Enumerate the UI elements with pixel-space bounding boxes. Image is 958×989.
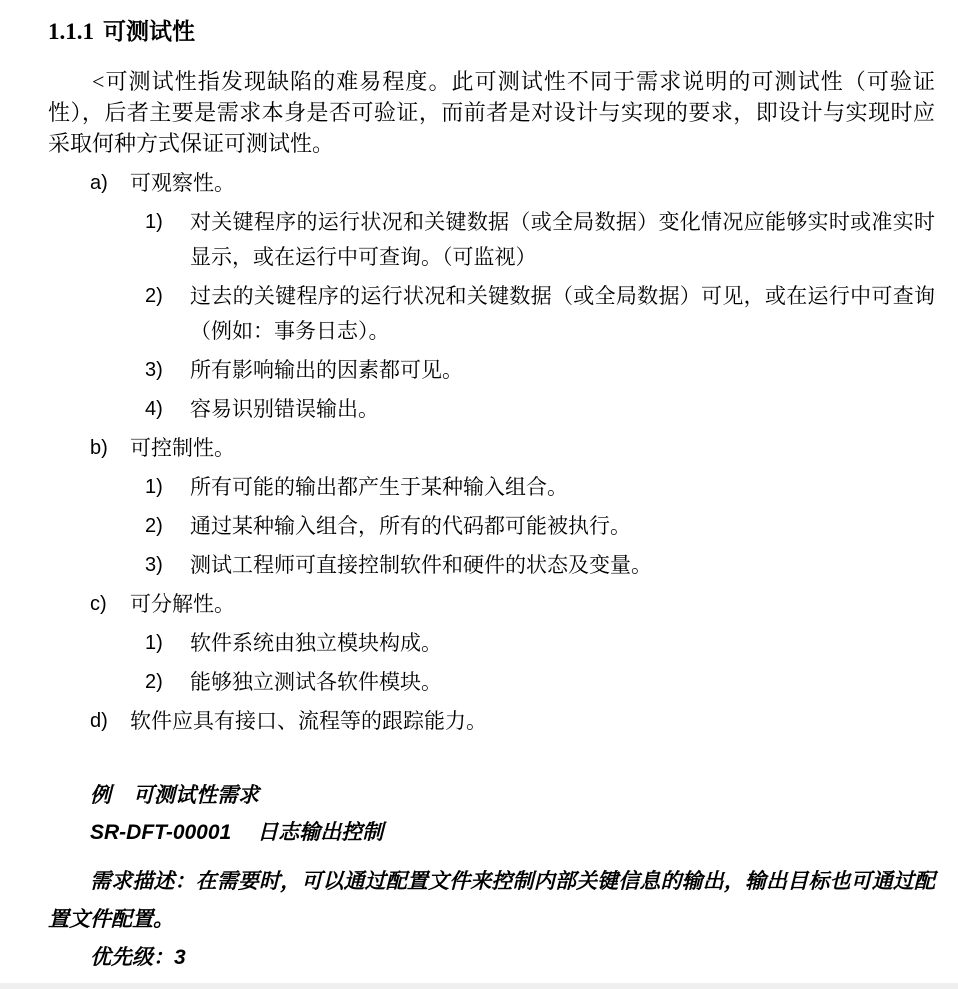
outline-subitem-a2 xyxy=(48,279,935,349)
example-title-line xyxy=(48,777,935,814)
outline-marker: 3) xyxy=(145,359,163,381)
section-number: 1.1.1 xyxy=(48,19,94,44)
priority-value: 3 xyxy=(174,946,186,969)
outline-marker: 4) xyxy=(145,398,163,420)
requirement-description xyxy=(48,863,935,939)
outline-subitem-a1 xyxy=(48,205,935,275)
outline-subitem-b1 xyxy=(48,470,935,505)
outline-list xyxy=(48,166,935,739)
outline-marker: 1) xyxy=(145,632,163,654)
outline-subitem-a3 xyxy=(48,353,935,388)
priority-line xyxy=(48,939,935,976)
section-heading xyxy=(48,16,935,48)
example-block xyxy=(48,777,935,976)
outline-subitem-c2 xyxy=(48,665,935,700)
intro-paragraph: <可测试性指发现缺陷的难易程度。此可测试性不同于需求说明的可测试性（可验证性），后者主要是需求本身是否可验证，而前者是对设计与实现的要求，即设计与实现时应采取何种方式保证可测试性。 xyxy=(48,69,935,156)
outline-item-c xyxy=(48,587,935,622)
outline-marker: 3) xyxy=(145,554,163,576)
outline-marker: a) xyxy=(90,172,108,194)
outline-marker: d) xyxy=(90,710,108,732)
section-title: 可测试性 xyxy=(103,19,195,44)
outline-text: 可观察性。 xyxy=(130,171,235,195)
outline-marker: 2) xyxy=(145,671,163,693)
page-bottom-edge xyxy=(0,983,958,989)
outline-text: 可控制性。 xyxy=(130,436,235,460)
outline-marker: 2) xyxy=(145,515,163,537)
outline-text: 软件系统由独立模块构成。 xyxy=(190,631,442,655)
requirement-id: SR-DFT-00001 xyxy=(90,821,232,844)
outline-item-a xyxy=(48,166,935,201)
outline-marker: c) xyxy=(90,593,107,615)
outline-subitem-b2 xyxy=(48,509,935,544)
outline-text: 所有可能的输出都产生于某种输入组合。 xyxy=(190,475,568,499)
outline-text: 可分解性。 xyxy=(130,592,235,616)
outline-text: 软件应具有接口、流程等的跟踪能力。 xyxy=(130,709,487,733)
outline-text: 能够独立测试各软件模块。 xyxy=(190,670,442,694)
description-label: 需求描述： xyxy=(90,870,196,893)
outline-marker: 2) xyxy=(145,285,163,307)
outline-text: 测试工程师可直接控制软件和硬件的状态及变量。 xyxy=(190,553,652,577)
outline-marker: 1) xyxy=(145,211,163,233)
outline-item-d xyxy=(48,704,935,739)
outline-subitem-c1 xyxy=(48,626,935,661)
outline-text: 所有影响输出的因素都可见。 xyxy=(190,358,463,382)
example-label: 例 xyxy=(90,784,111,807)
outline-subitem-b3 xyxy=(48,548,935,583)
outline-text: 容易识别错误输出。 xyxy=(190,397,379,421)
outline-item-b xyxy=(48,431,935,466)
outline-subitem-a4 xyxy=(48,392,935,427)
priority-label: 优先级： xyxy=(90,946,174,969)
outline-marker: 1) xyxy=(145,476,163,498)
outline-text: 过去的关键程序的运行状况和关键数据（或全局数据）可见，或在运行中可查询（例如：事务日志）。 xyxy=(190,284,935,343)
outline-text: 通过某种输入组合，所有的代码都可能被执行。 xyxy=(190,514,631,538)
outline-text: 对关键程序的运行状况和关键数据（或全局数据）变化情况应能够实时或准实时显示，或在运行中可查询。（可监视） xyxy=(190,210,935,269)
example-title: 可测试性需求 xyxy=(133,784,259,807)
example-requirement-line xyxy=(48,814,935,851)
outline-marker: b) xyxy=(90,437,108,459)
requirement-title: 日志输出控制 xyxy=(257,821,384,844)
description-text: 在需要时，可以通过配置文件来控制内部关键信息的输出，输出目标也可通过配置文件配置。 xyxy=(48,870,935,931)
